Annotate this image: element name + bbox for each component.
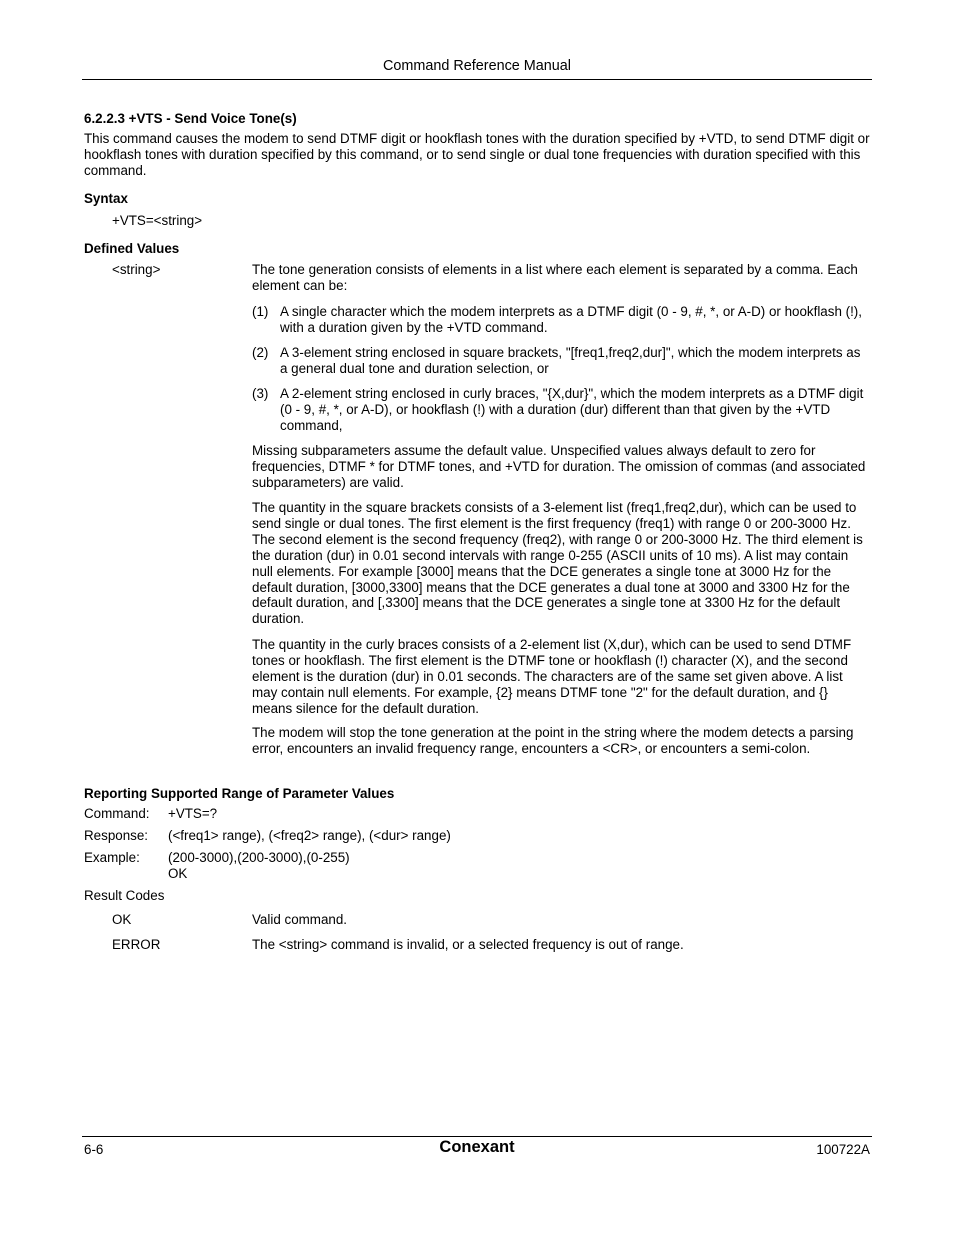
- list-item-text: A single character which the modem interprets as a DTMF digit (0 - 9, #, *, or A-D) or hookflash (!), with a duration given by the +VTD command.: [280, 304, 862, 335]
- response-value: (<freq1> range), (<freq2> range), (<dur> range): [168, 828, 451, 843]
- syntax-heading: Syntax: [84, 191, 128, 206]
- response-label: Response:: [84, 828, 149, 843]
- list-item-number: (3): [252, 386, 269, 401]
- param-name: <string>: [112, 262, 161, 277]
- example-line-2: OK: [168, 866, 188, 881]
- example-label: Example:: [84, 850, 140, 865]
- result-code-description: The <string> command is invalid, or a selected frequency is out of range.: [252, 937, 684, 952]
- footer-rule: [82, 1136, 872, 1137]
- example-line-1: (200-3000),(200-3000),(0-255): [168, 850, 350, 865]
- para-missing-subparameters: Missing subparameters assume the default value. Unspecified values always default to zero for frequencies, DTMF * for DTMF tones, and +VTD for duration. The omission of commas (and associated subparameters) are valid.: [252, 443, 866, 490]
- command-value: +VTS=?: [168, 806, 218, 821]
- result-code: OK: [112, 912, 132, 927]
- result-code: ERROR: [112, 937, 161, 952]
- section-intro: This command causes the modem to send DTMF digit or hookflash tones with the duration specified by +VTD, to send DTMF digit or hookflash tones with duration specified by this command, or to send single or dual tone frequencies with duration specified with this command.: [84, 131, 870, 178]
- page-number: 6-6: [84, 1142, 104, 1157]
- header-rule: [82, 79, 872, 80]
- defined-values-heading: Defined Values: [84, 241, 180, 256]
- list-item-text: A 2-element string enclosed in curly braces, "{X,dur}", which the modem interprets as a DTMF digit (0 - 9, #, *, or A-D), or hookflash (!) with a duration (dur) different than that given by the +VTD command,: [280, 386, 864, 433]
- section-heading: 6.2.2.3 +VTS - Send Voice Tone(s): [84, 111, 297, 126]
- command-label: Command:: [84, 806, 150, 821]
- list-item-text: A 3-element string enclosed in square brackets, "[freq1,freq2,dur]", which the modem interprets as a general dual tone and duration selection, or: [280, 345, 861, 376]
- list-item-number: (2): [252, 345, 269, 360]
- running-header-title: Command Reference Manual: [383, 58, 571, 74]
- reporting-heading: Reporting Supported Range of Parameter Values: [84, 786, 395, 801]
- para-square-brackets: The quantity in the square brackets consists of a 3-element list (freq1,freq2,dur), which can be used to send single or dual tones. The first element is the first frequency (freq1) with range 0 or 200-3000 Hz. The second element is the second frequency (freq2), with range 0 or 200-3000 Hz. The third element is the duration (dur) in 0.01 second intervals with range 0-255 (ASCII units of 10 ms). A list may contain null elements. For example [3000] means that the DCE generates a single tone at 3000 Hz for the default duration, [3000,3300] means that the DCE generates a dual tone at 3000 and 3300 Hz for the default duration, and [,3300] means that the DCE generates a single tone at 3300 Hz for the default duration.: [252, 500, 863, 627]
- document-number: 100722A: [816, 1142, 870, 1157]
- result-code-description: Valid command.: [252, 912, 348, 927]
- list-item-number: (1): [252, 304, 269, 319]
- result-codes-heading: Result Codes: [84, 888, 165, 903]
- param-intro: The tone generation consists of elements in a list where each element is separated by a comma. Each element can be:: [252, 262, 858, 293]
- company-name: Conexant: [439, 1138, 515, 1156]
- para-stop-generation: The modem will stop the tone generation at the point in the string where the modem detects a parsing error, encounters an invalid frequency range, encounters a <CR>, or encounters a semi-colon.: [252, 725, 854, 756]
- syntax-value: +VTS=<string>: [112, 213, 203, 228]
- para-curly-braces: The quantity in the curly braces consists of a 2-element list (X,dur), which can be used to send DTMF tones or hookflash. The first element is the DTMF tone or hookflash (!) character (X), and the second element is the duration (dur) in 0.01 seconds. The characters are of the same set given above. A list may contain null elements. For example, {2} means DTMF tone "2" for the default duration, and {} means silence for the default duration.: [252, 637, 852, 716]
